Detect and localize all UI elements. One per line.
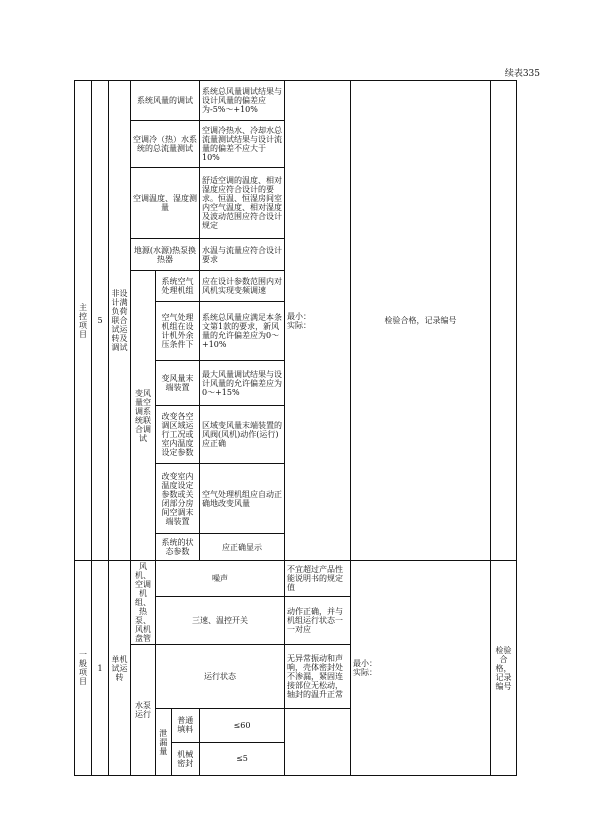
requirement-cell: ≤60 [200,709,285,743]
requirement-cell: 舒适空调的温度、相对湿度应符合设计的要求。恒温、恒湿房间室内空气温度、相对湿度及波动范围应符合设计规定 [200,168,285,239]
item-cell: 改变室内温度设定参数或关闭部分房间空调末端装置 [156,464,200,534]
measure-cell: 最小： 实际： [351,561,491,776]
continuation-label: 续表335 [504,69,540,79]
result-cell: 检验合格，记录编号 [351,81,491,561]
item-cell: 运行状态 [156,645,285,709]
requirement-cell: 应在设计参数范围内对风机实现变频调速 [200,271,285,302]
leak-label: 泄漏量 [156,709,171,775]
leak-subtable [156,709,199,775]
leak-item: 普通填料 [171,709,199,742]
leak-item: 机械密封 [177,749,194,768]
requirement-cell: 空调冷热水、冷却水总流量测试结果与设计流量的偏差不应大于10% [200,121,285,168]
item-cell: 地源(水源)热泵换热器 [131,239,200,271]
item-cell: 变风量末端装置 [156,361,200,406]
measure-cell: 最小： 实际： [285,81,351,561]
main-group: 非设计满负荷联合试运转及调试 [109,81,131,561]
item-cell: 系统的状态参数 [156,534,200,561]
requirement-cell: 不宜超过产品性能说明书的规定值 [285,561,351,597]
requirement-cell: ≤5 [200,742,285,776]
general-group: 单机试运转 [109,561,131,776]
requirement-cell: 空气处理机组应自动正确地改变风量 [200,464,285,534]
item-cell: 系统风量的调试 [131,81,200,121]
result-cell: 检验合格，记录编号 [491,561,517,776]
requirement-cell: 应正确显示 [200,534,285,561]
item-cell: 空调温度、湿度测量 [131,168,200,239]
general-category: 一般项目 [75,561,92,776]
item-cell: 空调冷（热）水系统的总流量测试 [131,121,200,168]
requirement-cell: 系统总风量调试结果与设计风量的偏差应为-5%～+10% [200,81,285,121]
requirement-cell: 动作正确，并与机组运行状态一一对应 [285,597,351,645]
requirement-cell: 无异常振动和声响，壳体密封处不渗漏，紧固连接部位无松动，轴封的温升正常 [285,645,351,709]
main-index: 5 [92,81,109,561]
requirement-cell: 系统总风量应满足本条文第1款的要求，新风量的允许偏差应为0～+10% [200,302,285,361]
pump-group: 水泵运行 [131,645,156,776]
requirement-cell: 最大风量调试结果与设计风量的允许偏差应为0～+15% [200,361,285,406]
inspection-table [74,80,517,776]
requirement-cell: 区域变风量末端装置的风阀(风机)动作(运行)应正确 [200,406,285,464]
leak-cell [156,709,200,776]
blank-cell [491,81,517,561]
requirement-cell: 水温与流量应符合设计要求 [200,239,285,271]
main-category: 主控项目 [75,81,92,561]
general-index: 1 [92,561,109,776]
item-cell: 改变各空调区域运行工况或室内温度设定参数 [156,406,200,464]
item-cell: 噪声 [156,561,285,597]
item-cell: 三速、温控开关 [156,597,285,645]
item-cell: 系统空气处理机组 [156,271,200,302]
item-cell: 空气处理机组在设计机外余压条件下 [156,302,200,361]
fan-group: 风机、空调机组、热泵、风机盘管 [131,561,156,645]
vav-group: 变风量空调系统联合调试 [131,271,156,561]
